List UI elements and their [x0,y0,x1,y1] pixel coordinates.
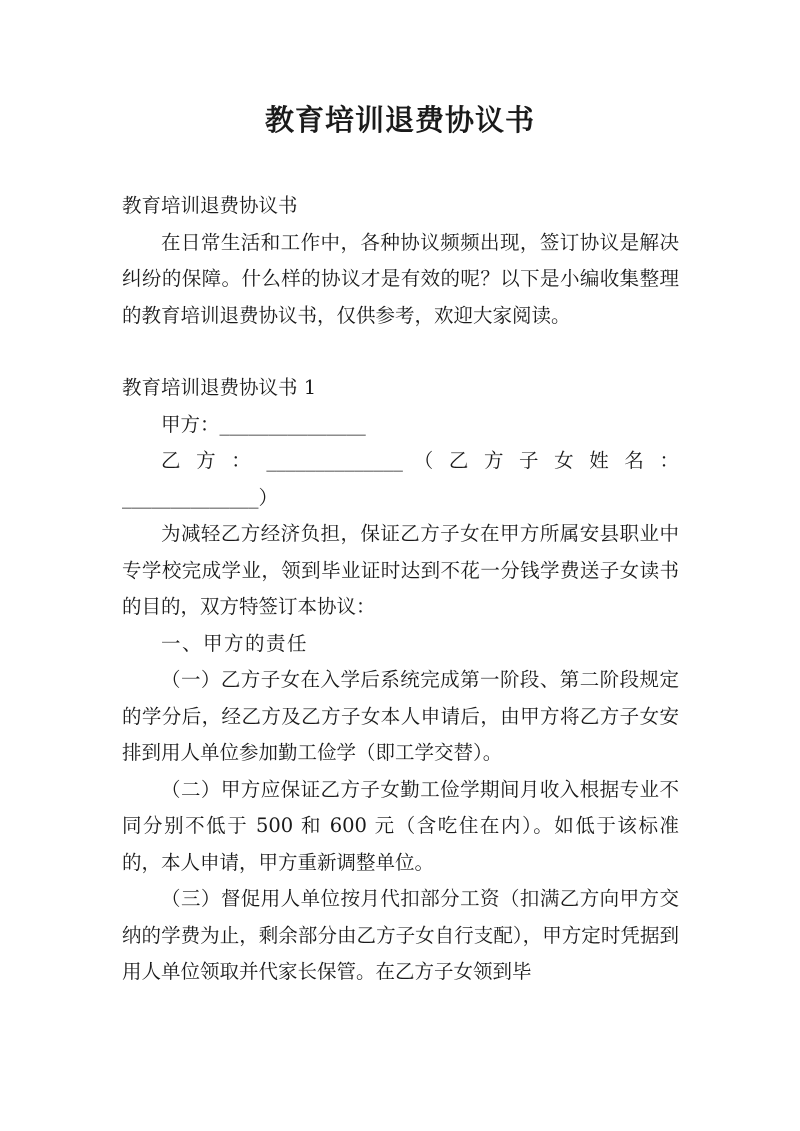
party-b-line-continued: ______________） [122,485,279,509]
party-a-label: 甲方： [161,412,220,436]
clause-2-paragraph: （二）甲方应保证乙方子女勤工俭学期间月收入根据专业不同分别不低于 500 和 600 元（含吃住在内）。如低于该标准的，本人申请，甲方重新调整单位。 [122,777,679,874]
document-title: 教育培训退费协议书 [264,103,535,137]
preamble-paragraph: 为减轻乙方经济负担，保证乙方子女在甲方所属安县职业中专学校完成学业，领到毕业证时达到不花一分钱学费送子女读书的目的，双方特签订本协议： [122,522,679,618]
party-a-blank: _______________ [219,412,366,436]
document-subtitle: 教育培训退费协议书 [122,194,298,217]
section-heading: 教育培训退费协议书 1 [122,376,317,399]
party-b-line: 乙 方 ： ______________ （ 乙 方 子 女 姓 名 ： [161,449,679,472]
intro-paragraph: 在日常生活和工作中，各种协议频频出现，签订协议是解决纠纷的保障。什么样的协议才是有效的呢？以下是小编收集整理的教育培训退费协议书，仅供参考，欢迎大家阅读。 [122,230,679,327]
document-body [122,188,679,991]
party-a-line [122,407,679,444]
clause-1-paragraph: （一）乙方子女在入学后系统完成第一阶段、第二阶段规定的学分后，经乙方及乙方子女本人申请后，由甲方将乙方子女安排到用人单位参加勤工俭学（即工学交替）。 [122,668,679,764]
duties-heading: 一、甲方的责任 [161,631,309,655]
clause-3-paragraph: （三）督促用人单位按月代扣部分工资（扣满乙方向甲方交纳的学费为止，剩余部分由乙方子女自行支配），甲方定时凭据到用人单位领取并代家长保管。在乙方子女领到毕 [122,887,679,983]
paragraph-gap [122,334,679,370]
